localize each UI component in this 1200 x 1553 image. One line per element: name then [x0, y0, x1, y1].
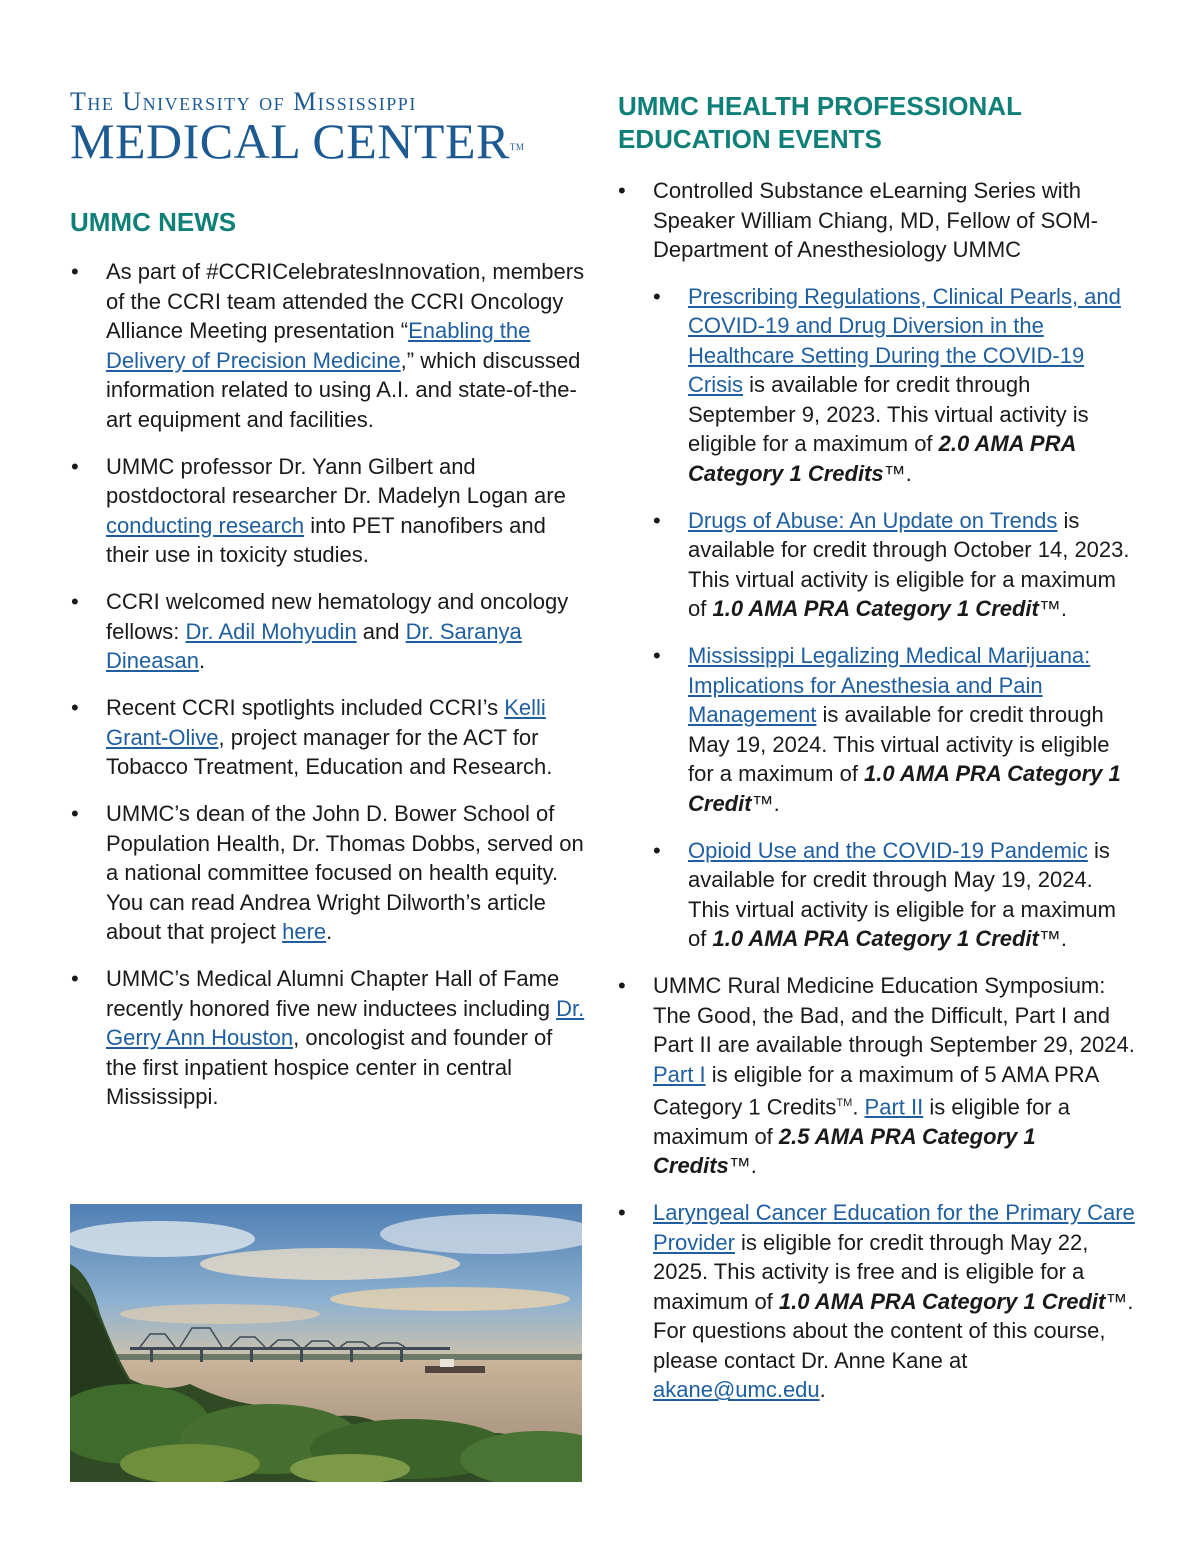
link-drugs-of-abuse[interactable]: Drugs of Abuse: An Update on Trends: [688, 507, 1058, 533]
events-heading: UMMC HEALTH PROFESSIONAL EDUCATION EVENTS: [618, 91, 1022, 154]
news-item: • As part of #CCRICelebratesInnovation, members of the CCRI team attended the CCRI Oncology Alliance Meeting presentation “Enabling the Delivery of Precision Medicine,” which discussed information related to using A.I. and state-of-the-art equipment and facilities.: [71, 259, 585, 432]
link-part-i[interactable]: Part I: [653, 1061, 706, 1087]
elearning-sublist: [653, 282, 1138, 954]
link-adil-mohyudin[interactable]: Dr. Adil Mohyudin: [185, 618, 357, 644]
link-kelli-grant-olive[interactable]: Kelli Grant-Olive: [106, 695, 546, 750]
bullet-icon: •: [71, 259, 79, 284]
bullet-icon: •: [618, 973, 626, 998]
news-item: • Recent CCRI spotlights included CCRI’s Kelli Grant-Olive, project manager for the ACT for Tobacco Treatment, Education and Research.: [71, 695, 553, 779]
logo-university-text: The University of Mississippi: [70, 87, 417, 116]
event-item-rural-medicine: • UMMC Rural Medicine Education Symposium: The Good, the Bad, and the Difficult, Part I and Part II are available through September 29, 2024. Part I is eligible for a maximum of 5 AMA PRA Category 1 Credits™. Part II is eligible for a maximum of 2.5 AMA PRA Category 1 Credits™.: [618, 973, 1135, 1179]
elearning-item: • Drugs of Abuse: An Update on Trends is available for credit through October 14, 2023. This virtual activity is eligible for a maximum of 1.0 AMA PRA Category 1 Credit™.: [653, 507, 1130, 621]
news-item: • UMMC’s dean of the John D. Bower School of Population Health, Dr. Thomas Dobbs, served on a national committee focused on health equity. You can read Andrea Wright Dilworth’s article about that project here.: [71, 801, 584, 944]
bullet-icon: •: [653, 837, 661, 863]
elearning-item: • Mississippi Legalizing Medical Marijuana: Implications for Anesthesia and Pain Management is available for credit through May 19, 2024. This virtual activity is eligible for a maximum of 1.0 AMA PRA Category 1 Credit™.: [653, 643, 1121, 816]
link-saranya-dineasan[interactable]: Dr. Saranya Dineasan: [106, 618, 522, 673]
bullet-icon: •: [71, 695, 79, 720]
link-conducting-research[interactable]: conducting research: [106, 512, 305, 538]
river-bridge-photo: [70, 1204, 582, 1482]
river-bridge-illustration: [70, 1204, 582, 1482]
news-item: • CCRI welcomed new hematology and oncology fellows: Dr. Adil Mohyudin and Dr. Saranya Dineasan.: [71, 589, 569, 673]
events-list: [618, 176, 1138, 1405]
bullet-icon: •: [618, 178, 626, 203]
bullet-icon: •: [653, 507, 661, 533]
bullet-icon: •: [71, 966, 79, 991]
bullet-icon: •: [653, 283, 661, 309]
link-gerry-ann-houston[interactable]: Dr. Gerry Ann Houston: [106, 995, 585, 1050]
news-list: [70, 257, 585, 1112]
link-opioid-use[interactable]: Opioid Use and the COVID-19 Pandemic: [688, 837, 1088, 863]
bullet-icon: •: [71, 589, 79, 614]
bullet-icon: •: [653, 643, 661, 668]
news-item: • UMMC’s Medical Alumni Chapter Hall of Fame recently honored five new inductees including Dr. Gerry Ann Houston, oncologist and founder of the first inpatient hospice center in central Mississippi.: [71, 966, 585, 1109]
link-part-ii[interactable]: Part II: [864, 1094, 924, 1120]
event-item-elearning-series: • Controlled Substance eLearning Series with Speaker William Chiang, MD, Fellow of SOM-Department of Anesthesiology UMMC • Prescribing Regulations, Clinical Pearls, and COVID-19 and Drug Diversion in the Healthcare Setting During the COVID-19 Crisis is available for credit through September 9, 2023. This virtual activity is eligible for a maximum of 2.0 AMA PRA Category 1 Credits™. • Drugs of Abuse: An Update on Trends is available for credit through October 14, 2023. This virtual activity is eligible for a maximum of 1.0 AMA PRA Category 1 Credit™. • Mississippi Legalizing Medical Marijuana: Implications for Anesthesia and Pain Management is available for credit through May 19, 2024. This virtual activity is eligible for a maximum of 1.0 AMA PRA Category 1 Credit™. • Opioid Use and the COVID-19 Pandemic is available for credit through May 19, 2024. This virtual activity is eligible for a maximum of 1.0 AMA PRA Category 1 Credit™.: [618, 176, 1138, 954]
bullet-icon: •: [71, 801, 79, 826]
logo-medical-center-text: MEDICAL CENTER™: [70, 113, 525, 169]
right-column: [618, 90, 1138, 1422]
left-column: [70, 88, 585, 1129]
ummc-logo[interactable]: [70, 87, 585, 169]
link-here[interactable]: here: [282, 919, 327, 944]
news-heading: UMMC NEWS: [70, 207, 237, 237]
logo-trademark: TM: [509, 142, 525, 152]
trademark-sup: TM: [836, 1097, 853, 1109]
email-link[interactable]: akane@umc.edu: [653, 1377, 820, 1403]
news-item: • UMMC professor Dr. Yann Gilbert and postdoctoral researcher Dr. Madelyn Logan are conducting research into PET nanofibers and their use in toxicity studies.: [71, 453, 566, 567]
link-enabling-precision-medicine[interactable]: Enabling the Delivery of Precision Medicine: [106, 318, 531, 373]
event-item-laryngeal-cancer: • Laryngeal Cancer Education for the Primary Care Provider is eligible for credit through May 22, 2025. This activity is free and is eligible for a maximum of 1.0 AMA PRA Category 1 Credit™. For questions about the content of this course, please contact Dr. Anne Kane at akane@umc.edu.: [618, 1200, 1135, 1403]
link-prescribing-regulations[interactable]: Prescribing Regulations, Clinical Pearls, and COVID-19 and Drug Diversion in the Healthcare Setting During the COVID-19 Crisis: [688, 283, 1121, 397]
bullet-icon: •: [618, 1200, 626, 1226]
link-laryngeal-cancer[interactable]: Laryngeal Cancer Education for the Primary Care Provider: [653, 1200, 1135, 1255]
elearning-item: • Opioid Use and the COVID-19 Pandemic is available for credit through May 19, 2024. This virtual activity is eligible for a maximum of 1.0 AMA PRA Category 1 Credit™.: [653, 837, 1116, 951]
link-medical-marijuana[interactable]: Mississippi Legalizing Medical Marijuana: Implications for Anesthesia and Pain Management: [688, 643, 1091, 727]
elearning-item: • Prescribing Regulations, Clinical Pearls, and COVID-19 and Drug Diversion in the Healthcare Setting During the COVID-19 Crisis is available for credit through September 9, 2023. This virtual activity is eligible for a maximum of 2.0 AMA PRA Category 1 Credits™.: [653, 283, 1121, 486]
bullet-icon: •: [71, 453, 79, 479]
